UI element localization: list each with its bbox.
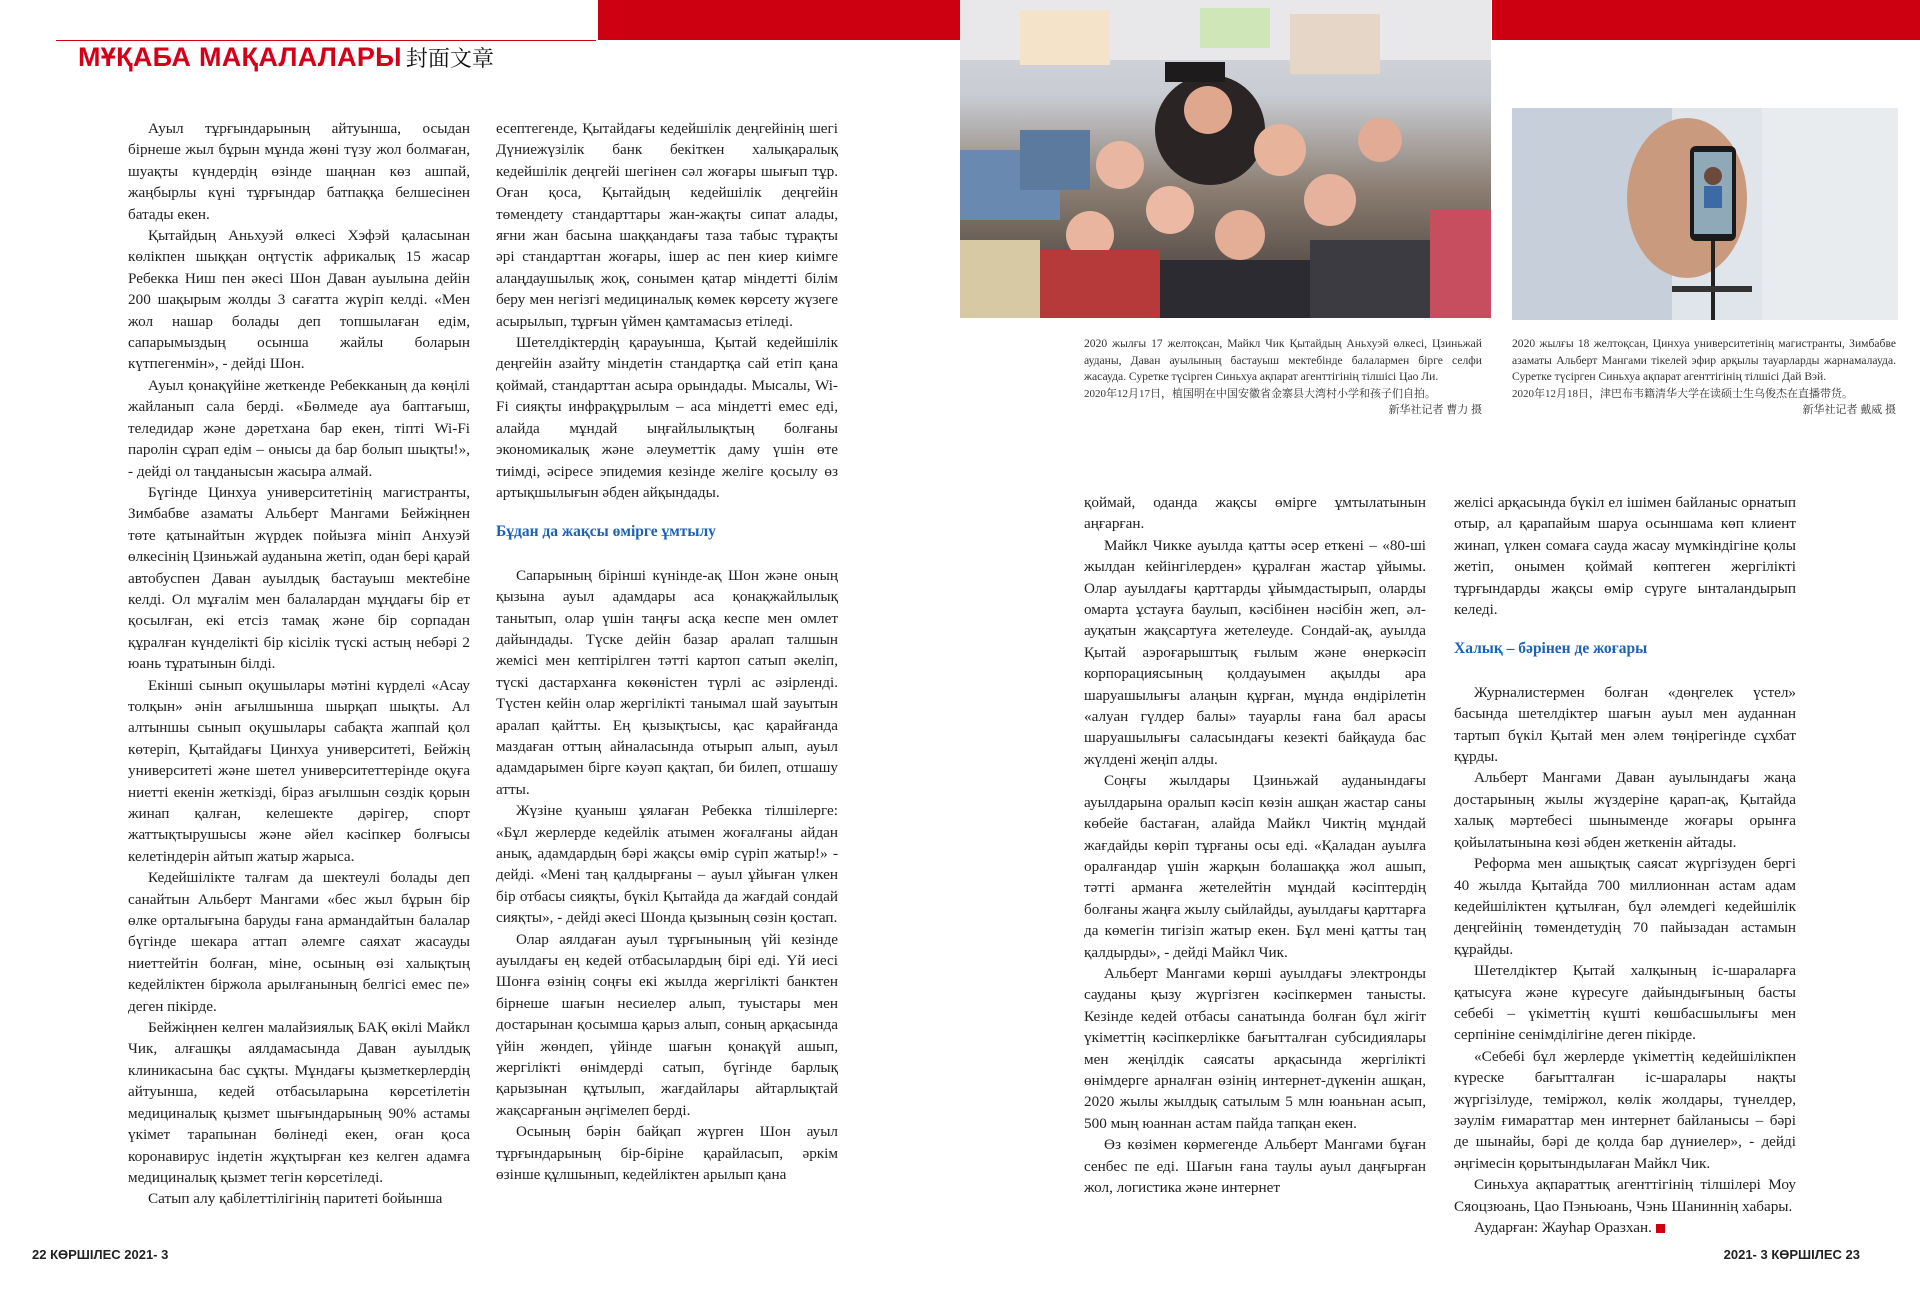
photo1-caption-credit: 新华社记者 曹力 摄	[1388, 404, 1482, 416]
section-title-cn: 封面文章	[405, 46, 494, 71]
paragraph: «Себебі бұл жерлерде үкіметтің кедейшілікпен күреске бағытталған іс-шаралары нақты жүргізілуде, теміржол, көлік жолдары, түнелдер, зәулім ғимараттар мен интернет байланысы – бәрі де шынайы, бәрі де қолда бар дүниелер», - дейді әңгімесін қорытындылаған Майкл Чик.	[1454, 1047, 1796, 1172]
left-folio: 22 КӨРШІЛЕС 2021- 3	[32, 1247, 169, 1262]
column-1	[128, 118, 470, 1210]
photo2-caption	[1512, 336, 1896, 419]
col2-body	[496, 565, 838, 1186]
paragraph: Реформа мен ашықтық саясат жүргізуден бергі 40 жылда Қытайда 700 миллионнан астам адам кедейшіліктен құтылған, бұл әлемдегі кедейшілік деңгейінің төмендетудің 70 пайызадан астамын құрайды.	[1454, 855, 1796, 958]
header-red-bar-right	[1492, 0, 1920, 40]
paragraph: Олар аялдаған ауыл тұрғынының үйі кезінде ауылдағы ең кедей отбасылардың бірі еді. Үй иесі Шонға өзінің соңғы екі жылда жергілікті банктен бірнеше шағын несиелер алып, туыстары мен достарынан қосымша қарыз алып, соның арқасында үйін жөндеп, үйінде шағын қонақүй ашып, жергілікті өнімдерді сатып, бүгінде барлық қарызынан құтылып, жағдайлары айтарлықтай жақсарғанын әңгімелеп берді.	[496, 930, 838, 1119]
paragraph: Майкл Чикке ауылда қатты әсер еткені – «80-ші жылдан кейінгілерден» құралған жастар ұйымы. Олар ауылдағы қарттарды ұйымдастырып, оларды омарта ұстауға баулып, кәсібінен нәсібін жеп, әл-ауқатын жақсартуға жетелеуде. Сондай-ақ, ауылда Қытай аэроғарыштық ғылым және өнеркәсіп корпорациясының қолдауымен ақылды ара шаруашылығы алаңын құрған, мұнда өндірілетін «алуан гүлдер балы» тауарлы ғана бал арасы шаруашылығы саласындағы кезекті байқауда бас жүлдені жеңіп алды.	[1084, 536, 1426, 768]
column-4	[1454, 492, 1796, 1238]
paragraph: қоймай, оданда жақсы өмірге ұмтылатынын аңғарған.	[1084, 494, 1426, 533]
paragraph: Альберт Мангами Даван ауылындағы жаңа достарының жылы жүздеріне қарап-ақ, Қытайда халық мәртебесі шыныменде жоғары орынға қойылатынына көзі әбден жеткенін айтады.	[1454, 769, 1796, 851]
photo2-caption-cn: 2020年12月18日，津巴布韦籍清华大学在读硕士生乌俊杰在直播带货。	[1512, 387, 1853, 400]
paragraph: Екінші сынып оқушылары мәтіні күрделі «Асау толқын» әнін ағылшынша шырқап шықты. Ал алтыншы сынып оқушылары сабақта жаппай қол көтеріп, Қытайдағы Цинхуа университеті, Бейжің университеті және шетел университеттерінде оқуға ниетті екенін жеткізді, біраз ағылшын сөздік қорын жинап қалған, келешекте дәрігер, спорт жаттықтырушысы және әйел кәсіпкер болғысы келетіндерін айтып жатыр жарыса.	[128, 676, 470, 865]
paragraph: Шетелдіктер Қытай халқының іс-шараларға қатысуға және күресуге дайындығының басты себебі – үкіметтің күшті көшбасшылығы мен серпініне сенімділігіне деген пікірде.	[1454, 962, 1796, 1044]
paragraph: Жүзіне қуаныш ұялаған Ребекка тілшілерге: «Бұл жерлерде кедейлік атымен жоғалғаны айдан анық, адамдардың бәрі жақсы өмір сүріп жатыр!» - дейді. «Мені таң қалдырғаны – ауыл ұйыған үлкен бір отбасы сияқты, бүкіл Қытайда да жағдай сондай сияқты», - дейді әкесі Шонда қызының сөзін қостап.	[496, 802, 838, 927]
section-title: МҰҚАБА МАҚАЛАЛАРЫ	[78, 42, 402, 72]
paragraph: Ауыл тұрғындарының айтуынша, осыдан бірнеше жыл бұрын мұнда жөні түзу жол болмаған, шуақты күндердің өзінде шаңнан көз ашпай, жаңбырлы күні тұрғындар батпаққа белшесінен батады екен.	[128, 120, 470, 223]
photo2-caption-credit: 新华社记者 戴威 摄	[1802, 404, 1896, 416]
paragraph: Сапарының бірінші күнінде-ақ Шон және оның қызына ауыл адамдары аса қонақжайлылық танытып, олар үшін таңғы асқа кеспе мен омлет дайындады. Түске дейін базар аралап талшын жемісі мен кептірілген тәтті картоп сатып әкеліп, түскі дастарханға көкөністен түрлі ас әзірленді. Түстен кейін олар жергілікті танымал шай зауытын аралап қайтты. Ең қызықтысы, қас қарайғанда маздаған оттың айналасында отырып алып, ауыл адамдарымен бірге кәуәп қақтап, би билеп, отшашу атты.	[496, 566, 838, 798]
right-page	[960, 0, 1920, 1303]
column-3	[1084, 492, 1426, 1198]
col2-lead: есептегенде, Қытайдағы кедейшілік деңгейінің шегі Дүниежүзілік банк бекіткен халықаралық кедейшілік деңгейі шегінен сәл жоғары шығып тұр. Оған қоса, Қытайдың кедейшілік деңгейін төмендету стандарттары жан-жақты сипат алады, яғни жан басына шаққандағы таза табыс тұрақты әрі стандарттан жоғары, ішер ас пен киер киімге алаңдаушылық жоқ, сонымен қатар міндетті білім беру мен негізгі медициналық көмек көрсету жүзеге асырылып, тұрғын үймен қамтамасыз етіледі.	[496, 120, 838, 330]
paragraph: Бейжіңнен келген малайзиялық БАҚ өкілі Майкл Чик, алғашқы аялдамасында Даван ауылдық клиникасына бас сұқты. Мұндағы қызметкерлердің айтуынша, кедей отбасыларына көрсетілетін медициналық қызмет шығындарының 90% астамы үкімет тарапынан бөлінеді екен, оған қоса коронавирус індетін жұқтырған кез келген адамға медициналық қызмет тегін көрсетіледі.	[128, 1019, 470, 1186]
right-folio: 2021- 3 КӨРШІЛЕС 23	[1723, 1247, 1860, 1262]
column-2	[496, 118, 838, 1186]
col4-lead: желісі арқасында бүкіл ел ішімен байланыс орнатып отыр, ал қарапайым шаруа осыншама көп клиент жинап, үлкен сомаға сауда жасау мүмкіндігіне қолы жетіп, онымен қоймай көптеген жергілікті тұрғындарды жақсы өмір сүруге ынталандырып келеді.	[1454, 494, 1796, 619]
paragraph: Журналистермен болған «дөңгелек үстел» басында шетелдіктер шағын ауыл мен ауданнан тартып бүкіл Қытай мен әлем төңірегінде сұхбат құрды.	[1454, 683, 1796, 766]
translator-credit: Аударған: Жауһар Оразхан.	[1474, 1219, 1652, 1236]
photo-selfie-with-children	[960, 0, 1491, 318]
subheading-better-life: Бұдан да жақсы өмірге ұмтылу	[496, 523, 716, 541]
photo1-caption	[1084, 336, 1482, 419]
section-header	[78, 42, 494, 73]
header-rule	[56, 40, 596, 41]
photo-livestream-phone	[1512, 108, 1898, 320]
paragraph: Сатып алу қабілеттілігінің паритеті бойынша	[148, 1190, 443, 1208]
paragraph: Осының бәрін байқап жүрген Шон ауыл тұрғындарының бір-біріне қарайласып, әркім өзінше құлшынып, кедейліктен арылып қана	[496, 1123, 838, 1184]
photo2-caption-kz: 2020 жылғы 18 желтоқсан, Цинхуа университетінің магистранты, Зимбабве азаматы Альберт Мангами тікелей эфир арқылы тауарларды жарнамалауда. Суретке түсірген Синьхуа ақпарат агенттігінің тілшісі Дай Вэй.	[1512, 337, 1896, 383]
col4-body	[1454, 682, 1796, 1217]
subheading-people-above-all: Халық – бәрінен де жоғары	[1454, 640, 1648, 658]
paragraph: Ауыл қонақүйіне жеткенде Ребекканың да көңілі жайланып сала берді. «Бөлмеде ауа баптағыш, теледидар және дәретхана бар екен, тіпті Wi-Fi паролін сұрап едім – онысы да бар болып шықты!», - дейді ол таңданысын жасыра алмай.	[128, 376, 470, 480]
paragraph: Кедейшілікте талғам да шектеулі болады деп санайтын Альберт Мангами «бес жыл бұрын бір өлке орталығына баруды ғана армандайтын балалар бүгінде шекара аттап әлемге саяхат жасауды ниеттейтін болған, міне, осының өзі халықтың кедейліктен біржола арылғанының белгісі емес пе» деген пікірде.	[128, 869, 470, 1015]
photo1-caption-cn: 2020年12月17日，植国明在中国安徽省金寨县大湾村小学和孩子们自拍。	[1084, 387, 1436, 400]
photo1-caption-kz: 2020 жылғы 17 желтоқсан, Майкл Чик Қытайдың Аньхуэй өлкесі, Цзиньжай ауданы, Даван ауылының бастауыш мектебінде балалармен бірге селфи жасауда. Суретке түсірген Синьхуа ақпарат агенттігінің тілшісі Цао Ли.	[1084, 337, 1482, 383]
paragraph: Синьхуа ақпараттық агенттігінің тілшілері Моу Сяоцзюань, Цао Пэньюань, Чэнь Шаниннің хабары.	[1454, 1176, 1796, 1215]
paragraph: Альберт Мангами көрші ауылдағы электронды сауданы қызу жүргізген кәсіпкермен танысты. Кезінде кедей отбасы санатында болған бұл жігіт үкіметтің кәсіпкерлікке бағытталған субсидиялары мен жеңілдік саясаты арқасында жергілікті өнімдерге арналған өзінің интернет-дүкенін ашқан, 2020 жылы жылдық сатылым 5 млн юаньнан асып, 500 мың юаннан астам пайда тапқан екен.	[1084, 964, 1426, 1132]
end-mark-icon	[1656, 1224, 1665, 1233]
photo-livestream-illustration	[1512, 108, 1898, 320]
paragraph: Соңғы жылдары Цзиньжай ауданындағы ауылдарына оралып кәсіп көзін ашқан жастар саны көбейе бастаған, алайда Майкл Чиктің мұндай жағдайды көріп тұрғаны осы еді. «Қаладан ауылға оралғандар үшін жарқын болашаққа жол ашып, тәтті арманға жетелейтін мұндай кәсіптердің болғаны жаңға жылу сыйлайды, ауылдағы қарттарға да көмегін тигізіп жатыр екен. Бұл мені қатты таң қалдырды», - дейді Майкл Чик.	[1084, 772, 1426, 961]
col2-paragraph: Шетелдіктердің қарауынша, Қытай кедейшілік деңгейін азайту міндетін стандартқа сай етіп қана қоймай, стандарттан асыра орындады. Мысалы, Wi-Fi сияқты инфрақұрылым – аса міндетті емес еді, алайда мұндай ыңғайлылықтың болғаны экономикалық және әлеуметтік даму үшін өте тиімді, әсіресе эпидемия кезінде желіге қосылу өз артықшылығын әбден айқындады.	[496, 334, 838, 501]
paragraph: Өз көзімен көрмегенде Альберт Мангами бұған сенбес пе еді. Шағын ғана таулы ауыл даңғырған жол, логистика және интернет	[1084, 1136, 1426, 1196]
paragraph: Бүгінде Цинхуа университетінің магистранты, Зимбабве азаматы Альберт Мангами Бейжіңнен төте қатынайтын жүрдек пойызға мініп Анхуэй өлкесінің Цзиньжай ауданына жетіп, одан бері қарай автобуспен Даван ауылдық бастауыш мектебіне келді. Ол мұғалім мен балалардан мұңдағы бір ет қосылған, екі етсіз тамақ және бір сорпадан құралған күнделікті бір кісілік түскі астың небәрі 2 юань тұратынын білді.	[128, 483, 470, 673]
photo-selfie-illustration	[960, 0, 1491, 318]
header-red-bar	[598, 0, 960, 40]
paragraph: Қытайдың Аньхуэй өлкесі Хэфэй қаласынан көлікпен шыққан оңтүстік африкалық 15 жасар Ребекка Ниш пен әкесі Шон Даван ауылына дейін 200 шақырым жолды 3 сағатта жүріп келді. «Мен жол нашар болады деп топшылаған едім, сапарымыздың осынша жайлы боларын күтпегенмін», - дейді Шон.	[128, 227, 470, 373]
